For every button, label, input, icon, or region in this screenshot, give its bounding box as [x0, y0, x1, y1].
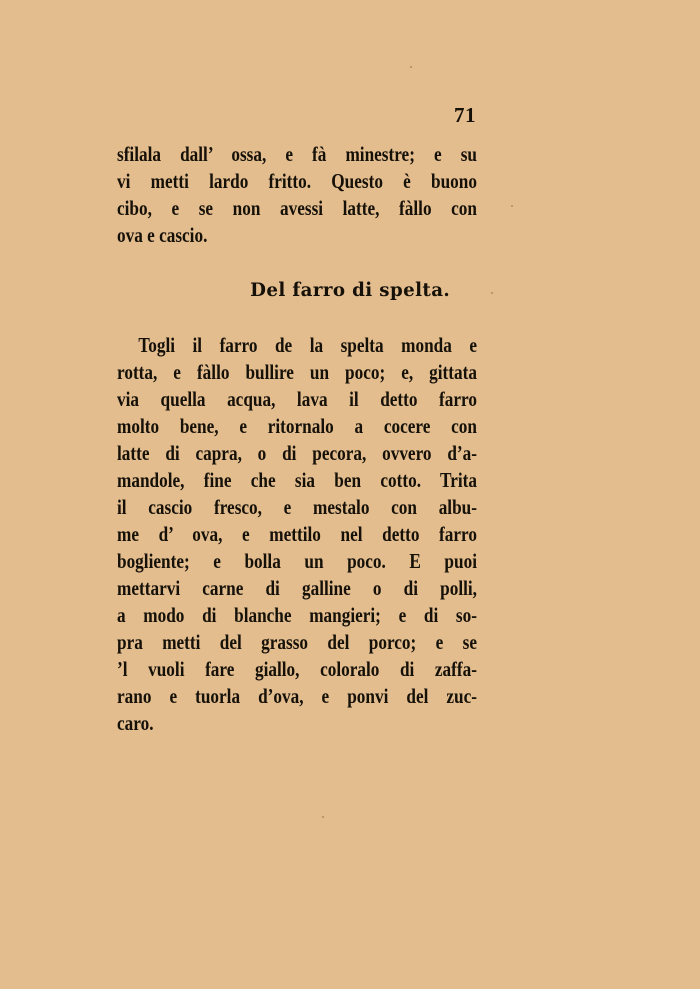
- text-line: pra metti del grasso del porco; e se: [117, 630, 477, 654]
- paragraph-continuation: [117, 141, 477, 249]
- text-line: rotta, e fàllo bullire un poco; e, gittata: [117, 360, 477, 384]
- text-line: ova e cascio.: [117, 223, 208, 247]
- text-line: a modo di blanche mangieri; e di so-: [117, 603, 477, 627]
- section-heading: [0, 279, 700, 301]
- text-line: latte di capra, o di pecora, ovvero d’a-: [117, 441, 477, 465]
- paper-speck: [322, 816, 324, 818]
- section-heading-text: Del farro di spelta.: [250, 279, 450, 301]
- text-line: bogliente; e bolla un poco. E puoi: [117, 549, 477, 573]
- text-line: ’l vuoli fare giallo, coloralo di zaffa-: [117, 657, 477, 681]
- paper-speck: [491, 292, 493, 294]
- text-line: il cascio fresco, e mestalo con albu-: [117, 495, 477, 519]
- text-line: sfilala dall’ ossa, e fà minestre; e su: [117, 142, 477, 166]
- recipe-paragraph: [117, 332, 477, 737]
- page-number: 71: [454, 103, 476, 127]
- text-line: mettarvi carne di galline o di polli,: [117, 576, 477, 600]
- text-line: Togli il farro de la spelta monda e: [138, 333, 477, 357]
- text-line: cibo, e se non avessi latte, fàllo con: [117, 196, 477, 220]
- paper-speck: [511, 205, 513, 207]
- text-line: rano e tuorla d’ova, e ponvi del zuc-: [117, 684, 477, 708]
- text-line: me d’ ova, e mettilo nel detto farro: [117, 522, 477, 546]
- text-line: vi metti lardo fritto. Questo è buono: [117, 169, 477, 193]
- paper-speck: [410, 66, 412, 68]
- text-line: mandole, fine che sia ben cotto. Trita: [117, 468, 477, 492]
- text-line: via quella acqua, lava il detto farro: [117, 387, 477, 411]
- text-line: caro.: [117, 711, 154, 735]
- text-line: molto bene, e ritornalo a cocere con: [117, 414, 477, 438]
